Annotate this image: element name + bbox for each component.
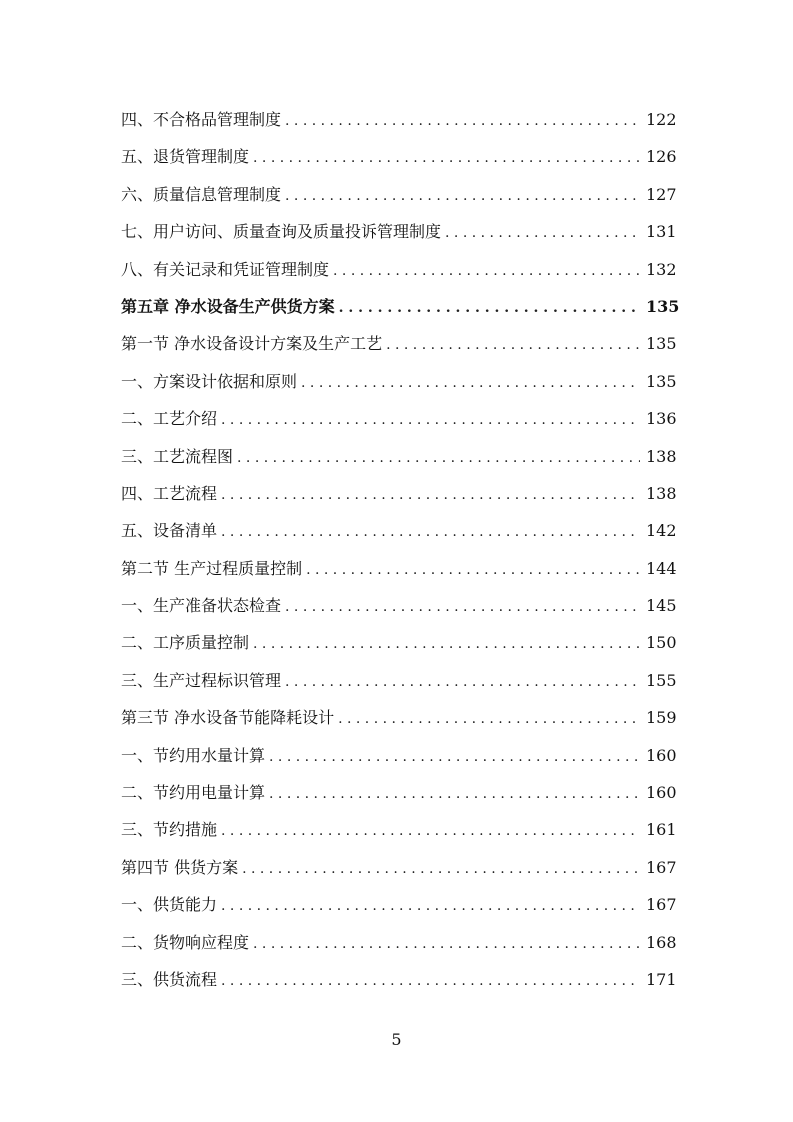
toc-entry-page: 150	[646, 633, 677, 653]
toc-entry-title: 四、工艺流程	[121, 483, 218, 503]
toc-entry-page: 138	[646, 446, 677, 466]
toc-entry-page: 142	[646, 521, 677, 541]
toc-entry[interactable]	[121, 961, 677, 998]
toc-dot-leader	[253, 626, 640, 663]
toc-dot-leader	[445, 215, 640, 252]
toc-entry-page: 168	[646, 932, 677, 952]
toc-entry[interactable]	[121, 624, 677, 661]
toc-dot-leader	[339, 290, 640, 327]
toc-entry-page: 155	[646, 670, 677, 690]
toc-entry-title: 第一节 净水设备设计方案及生产工艺	[121, 334, 383, 354]
toc-entry-page: 160	[646, 783, 677, 803]
toc-entry-page: 171	[646, 969, 677, 989]
toc-dot-leader	[301, 365, 640, 402]
toc-dot-leader	[285, 178, 640, 215]
toc-entry-title: 七、用户访问、质量查询及质量投诉管理制度	[121, 222, 442, 242]
toc-entry[interactable]	[121, 101, 677, 138]
toc-entry-page: 127	[646, 184, 677, 204]
toc-dot-leader	[221, 514, 640, 551]
toc-entry-title: 八、有关记录和凭证管理制度	[121, 259, 330, 279]
toc-section-entry[interactable]	[121, 699, 677, 736]
toc-entry[interactable]	[121, 774, 677, 811]
toc-entry-title: 一、生产准备状态检查	[121, 596, 282, 616]
toc-entry-page: 160	[646, 745, 677, 765]
toc-entry-page: 144	[646, 558, 677, 578]
toc-dot-leader	[221, 813, 640, 850]
toc-entry[interactable]	[121, 138, 677, 175]
toc-entry[interactable]	[121, 475, 677, 512]
toc-entry[interactable]	[121, 811, 677, 848]
toc-dot-leader	[221, 402, 640, 439]
toc-dot-leader	[285, 664, 640, 701]
toc-section-entry[interactable]	[121, 849, 677, 886]
toc-entry[interactable]	[121, 662, 677, 699]
toc-entry-title: 三、节约措施	[121, 820, 218, 840]
table-of-contents	[121, 101, 680, 998]
toc-entry-title: 第二节 生产过程质量控制	[121, 558, 303, 578]
toc-dot-leader	[221, 888, 640, 925]
toc-entry-page: 122	[646, 110, 677, 129]
toc-entry-page: 167	[646, 895, 677, 915]
toc-dot-leader	[221, 477, 640, 514]
toc-entry-title: 二、工序质量控制	[121, 633, 250, 653]
toc-entry-title: 三、供货流程	[121, 969, 218, 989]
toc-entry-page: 135	[646, 296, 680, 316]
page-number: 5	[391, 1030, 402, 1049]
toc-dot-leader	[253, 140, 640, 177]
toc-entry-title: 二、工艺介绍	[121, 409, 218, 429]
toc-dot-leader	[269, 776, 640, 813]
toc-entry-title: 六、质量信息管理制度	[121, 184, 282, 204]
toc-entry-title: 二、货物响应程度	[121, 932, 250, 952]
toc-entry-page: 138	[646, 483, 677, 503]
toc-entry-title: 四、不合格品管理制度	[121, 110, 282, 129]
toc-entry[interactable]	[121, 737, 677, 774]
toc-entry-page: 131	[646, 222, 677, 242]
toc-entry-title: 一、节约用水量计算	[121, 745, 266, 765]
toc-dot-leader	[221, 963, 640, 1000]
toc-entry[interactable]	[121, 213, 677, 250]
toc-entry-title: 第三节 净水设备节能降耗设计	[121, 708, 335, 728]
toc-entry-page: 159	[646, 708, 677, 728]
toc-entry-title: 二、节约用电量计算	[121, 783, 266, 803]
toc-dot-leader	[242, 851, 640, 888]
toc-entry[interactable]	[121, 438, 677, 475]
toc-entry[interactable]	[121, 886, 677, 923]
toc-dot-leader	[386, 327, 640, 364]
toc-entry-title: 五、设备清单	[121, 521, 218, 541]
toc-entry-title: 五、退货管理制度	[121, 147, 250, 167]
toc-entry-page: 135	[646, 371, 677, 391]
toc-entry[interactable]	[121, 363, 677, 400]
toc-entry-title: 一、方案设计依据和原则	[121, 371, 298, 391]
toc-entry-page: 161	[646, 820, 677, 840]
toc-entry-title: 三、生产过程标识管理	[121, 670, 282, 690]
toc-entry[interactable]	[121, 400, 677, 437]
toc-entry[interactable]	[121, 587, 677, 624]
toc-entry[interactable]	[121, 176, 677, 213]
toc-entry-page: 135	[646, 334, 677, 354]
toc-entry-title: 三、工艺流程图	[121, 446, 234, 466]
toc-dot-leader	[285, 589, 640, 626]
toc-dot-leader	[253, 926, 640, 963]
toc-chapter-entry[interactable]	[121, 288, 680, 325]
toc-dot-leader	[338, 701, 640, 738]
toc-section-entry[interactable]	[121, 325, 677, 362]
toc-entry[interactable]	[121, 924, 677, 961]
toc-entry-page: 136	[646, 409, 677, 429]
toc-dot-leader	[306, 552, 640, 589]
toc-dot-leader	[333, 253, 640, 290]
toc-dot-leader	[237, 440, 640, 477]
toc-section-entry[interactable]	[121, 550, 677, 587]
toc-entry[interactable]	[121, 251, 677, 288]
toc-dot-leader	[285, 103, 640, 140]
toc-dot-leader	[269, 739, 640, 776]
toc-entry-title: 第四节 供货方案	[121, 857, 239, 877]
toc-entry-page: 126	[646, 147, 677, 167]
toc-entry-page: 145	[646, 596, 677, 616]
toc-entry-page: 167	[646, 857, 677, 877]
toc-entry-page: 132	[646, 259, 677, 279]
toc-entry-title: 第五章 净水设备生产供货方案	[121, 296, 335, 316]
toc-entry[interactable]	[121, 512, 677, 549]
toc-entry-title: 一、供货能力	[121, 895, 218, 915]
